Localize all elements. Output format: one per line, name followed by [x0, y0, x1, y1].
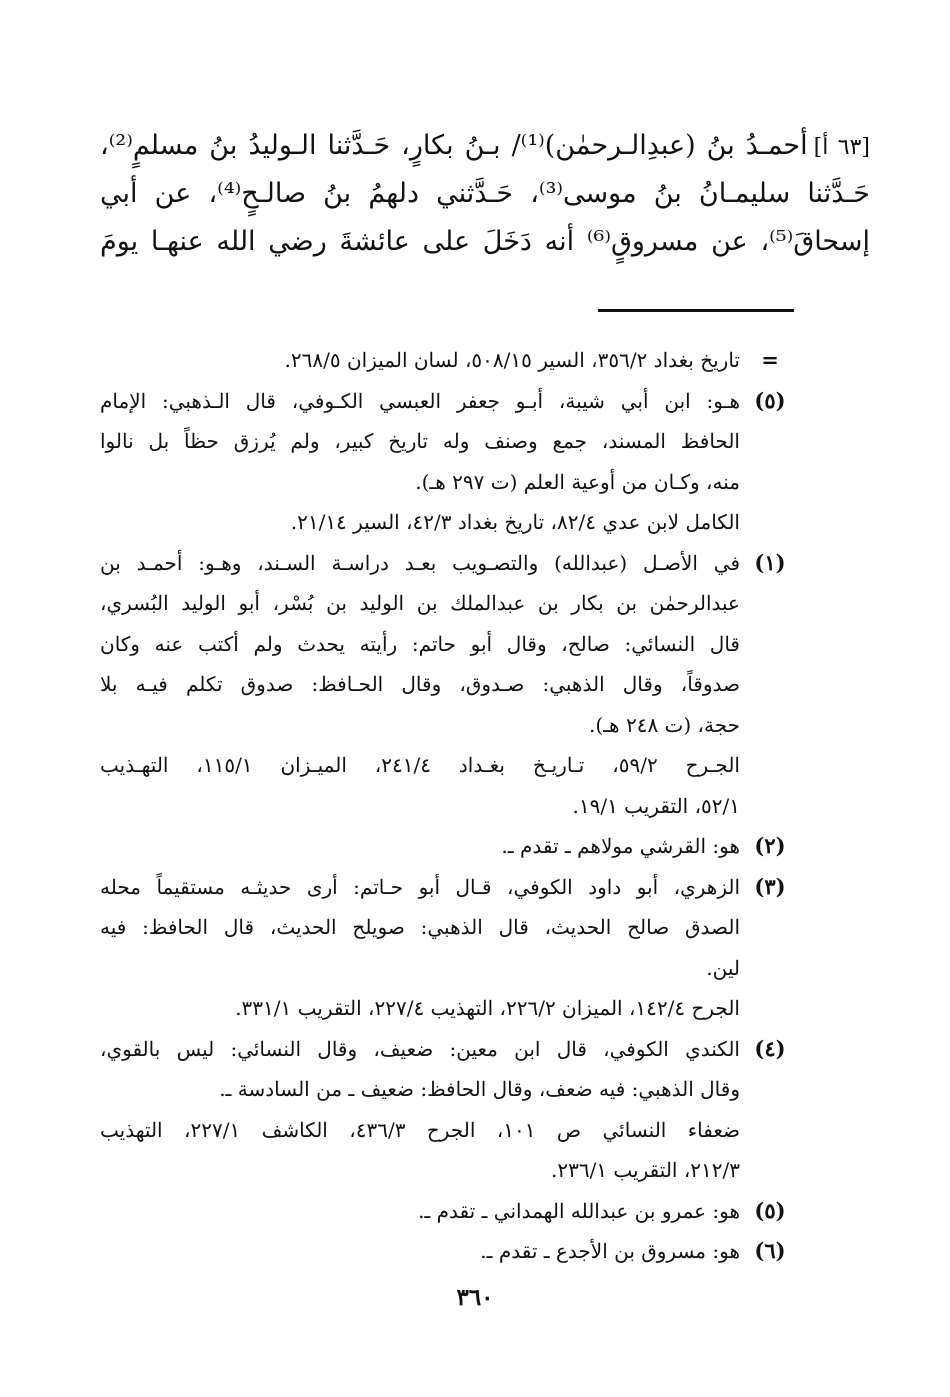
footnote — [100, 1029, 800, 1191]
footnote — [100, 381, 800, 543]
footnote-line: الكامل لابن عدي ٨٢/٤، تاريخ بغداد ٤٢/٣، السير ٢١/١٤. — [290, 510, 740, 534]
footnote-body — [100, 543, 740, 827]
footnote-line: لين. — [706, 955, 740, 980]
footnote-line: الكندي الكوفي، قال ابن معين: ضعيف، وقال النسائي: ليس بالقوي، — [100, 1036, 740, 1061]
footnote-mark: (٥) — [754, 387, 786, 413]
footnote-mark: = — [761, 347, 779, 372]
footnote-body — [100, 826, 740, 867]
footnote-body — [100, 381, 740, 543]
hadith-number: [٦٣ أ] — [813, 135, 870, 160]
footnote — [100, 340, 800, 381]
main-text-line-content: أحمـدُ بنُ (عبدِالـرحمٰن)⁽¹⁾/ بـنُ بكارٍ، حَـدَّثنا الـوليدُ بنُ مسلمٍ⁽²⁾، — [100, 130, 808, 161]
footnotes — [100, 340, 800, 1272]
footnote-line: ٢١٢/٣، التقريب ٢٣٦/١. — [550, 1158, 740, 1182]
footnote — [100, 867, 800, 1029]
footnote-mark: (٤) — [754, 1035, 786, 1061]
footnote-line: الجرح ١٤٢/٤، الميزان ٢٢٦/٢، التهذيب ٢٢٧/٤، التقريب ٣٣١/١. — [235, 996, 740, 1020]
footnote-line: الجـرح ٥٩/٢، تـاريـخ بغـداد ٢٤١/٤، الميـزان ١١٥/١، التهـذيب — [100, 753, 740, 777]
footnote-body — [100, 867, 740, 1029]
footnote-mark: (٥) — [754, 1197, 786, 1223]
footnote-line: حجة، (ت ٢٤٨ هـ). — [589, 712, 740, 737]
footnote — [100, 1231, 800, 1272]
footnote-mark: (٦) — [754, 1238, 786, 1263]
footnote-line: الصدق صالح الحديث، قال الذهبي: صويلح الحديث، قال الحافظ: فيه — [100, 915, 740, 939]
footnote-line: في الأصـل (عبدالله) والتصـويب بعـد دراسـة السـند، وهـو: أحمـد بن — [100, 550, 740, 575]
footnote-body — [100, 1191, 740, 1232]
main-text — [100, 122, 870, 266]
footnote-body — [100, 1231, 740, 1272]
footnote-body — [100, 1029, 740, 1191]
footnote-line: الحافظ المسند، جمع وصنف وله تاريخ كبير، ولم يُرزق حظاً بل نالوا — [100, 429, 740, 453]
footnote-line: تاريخ بغداد ٣٥٦/٢، السير ٥٠٨/١٥، لسان الميزان ٢٦٨/٥. — [284, 348, 740, 372]
footnote-line: عبدالرحمٰن بن بكار بن عبدالملك بن الوليد بن بُسْر، أبو الوليد البُسري، — [100, 591, 740, 615]
footnote-line: صدوقاً، وقال الذهبي: صـدوق، وقال الحـافظ: صدوق تكلم فيـه بلا — [100, 672, 740, 696]
footnote-line: الزهري، أبو داود الكوفي، قـال أبو حـاتم: أرى حديثـه مستقيماً محله — [100, 874, 740, 899]
footnote-line: منه، وكـان من أوعية العلم (ت ٢٩٧ هـ). — [415, 469, 740, 494]
main-text-line: حَـدَّثنا سليمـانُ بنُ موسى⁽³⁾، حَـدَّثني دلهمُ بنُ صالـحٍ⁽⁴⁾، عن أبي — [100, 178, 870, 209]
footnote-line: ضعفاء النسائي ص ١٠١، الجرح ٤٣٦/٣، الكاشف ٢٢٧/١، التهذيب — [100, 1117, 740, 1142]
footnote-line: ٥٢/١، التقريب ١٩/١. — [572, 793, 740, 818]
footnote-line: هو: عمرو بن عبدالله الهمداني ـ تقدم ـ. — [418, 1198, 740, 1223]
footnote-line: هـو: ابن أبي شيبة، أبـو جعفر العبسي الكـوفي، قال الـذهبي: الإمام — [100, 388, 740, 413]
footnote-line: وقال الذهبي: فيه ضعف، وقال الحافظ: ضعيف ـ من السادسة ـ. — [219, 1077, 740, 1101]
footnote-line: قال النسائي: صالح، وقال أبو حاتم: رأيته يحدث ولم أكتب عنه وكان — [100, 631, 740, 656]
footnote-body — [100, 340, 740, 381]
footnote-line: هو: القرشي مولاهم ـ تقدم ـ. — [501, 834, 740, 858]
footnote-mark: (٢) — [754, 833, 786, 858]
footnote — [100, 543, 800, 827]
footnote-separator — [598, 309, 794, 312]
footnote-mark: (٣) — [754, 873, 786, 899]
main-text-line: إسحاقَ⁽⁵⁾، عن مسروقٍ⁽⁶⁾ أنه دَخَلَ على عائشةَ رضي الله عنهـا يومَ — [100, 226, 870, 257]
main-text-line — [100, 122, 870, 170]
page-number: ٣٦٠ — [456, 1284, 494, 1311]
footnote-line: هو: مسروق بن الأجدع ـ تقدم ـ. — [480, 1239, 740, 1263]
footnote — [100, 1191, 800, 1232]
footnote-mark: (١) — [754, 549, 786, 575]
footnote — [100, 826, 800, 867]
